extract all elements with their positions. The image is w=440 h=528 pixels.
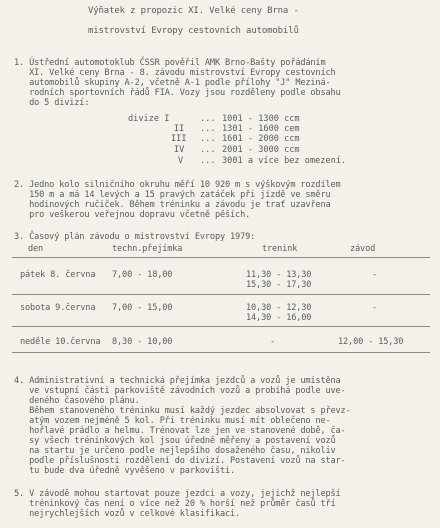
section-2-line: 2. Jedno kolo silničního okruhu měří 10 920 m s výškovým rozdílem xyxy=(14,180,341,190)
table-rule xyxy=(12,352,430,353)
section-1-line: XI. Velké ceny Brna - 8. závodu mistrovství Evropy cestovních xyxy=(14,68,336,78)
section-3-heading: 3. Časový plán závodu o mistrovství Evropy 1979: xyxy=(14,232,256,242)
title-line-1: Výňatek z propozic XI. Velké ceny Brna - xyxy=(88,6,299,16)
division-name: V xyxy=(178,156,184,166)
section-2-line: 150 m a má 14 levých a 15 pravých zatáček při jízdě ve směru xyxy=(14,190,331,200)
section-1-line: rodních sportovních řádů FIA. Vozy jsou rozděleny podle obsahu xyxy=(14,88,341,98)
division-name: IV xyxy=(174,145,185,155)
row-trenink: 11,30 - 13,30 xyxy=(246,270,312,280)
section-4-line: tu bude dva úředně vyvěšeno v parkovišti. xyxy=(14,466,236,476)
column-header-zavod: závod xyxy=(350,244,376,254)
row-day: sobota 9.června xyxy=(20,303,96,313)
section-4-line: hořlavé prádlo a helmu. Trénovat lze jen ve stanovené době, ča- xyxy=(14,426,346,436)
section-1-line: automobilů skupiny A-2, včetně A-1 podle přílohy "J" Meziná- xyxy=(14,78,331,88)
division-dots: ... xyxy=(200,145,216,155)
section-4-line: na startu je určeno podle nejlepšího dosaženého času, nikoliv xyxy=(14,446,336,456)
row-zavod: - xyxy=(372,270,378,280)
section-2-line: pro veškerou veřejnou dopravu včetně pěších. xyxy=(14,210,251,220)
row-trenink: 10,30 - 12,30 xyxy=(246,303,312,313)
section-5-line: tréninkový čas není o více než 20 % horší než průměr časů tří xyxy=(14,499,336,509)
column-header-prejimka: techn.přejímka xyxy=(112,244,183,254)
section-4-line: ve vstupní části parkoviště závodních vozů a probíhá podle uve- xyxy=(14,386,346,396)
section-4-line: 4. Administrativní a technická přejímka jezdců a vozů je umístěna xyxy=(14,376,341,386)
row-zavod: - xyxy=(372,303,378,313)
section-5-line: nejrychlejších vozů v celkové klasifikaci. xyxy=(14,509,241,519)
section-2-line: hodinových ručiček. Během tréninku a závodu je trať uzavřena xyxy=(14,200,331,210)
section-1-line: 1. Ústřední automotoklub ČSSR pověřil AMK Brno-Bašty pořádáním xyxy=(14,58,326,68)
title-line-2: mistrovství Evropy cestovních automobilů xyxy=(88,26,299,36)
division-range: 3001 a více bez omezení. xyxy=(222,156,347,166)
column-header-den: den xyxy=(28,244,44,254)
division-name: II xyxy=(174,124,185,134)
row-trenink: - xyxy=(270,337,276,347)
row-prejimka: 8,30 - 10,00 xyxy=(112,337,173,347)
section-5-line: 5. V závodě mohou startovat pouze jezdci a vozy, jejichž nejlepší xyxy=(14,489,341,499)
table-rule xyxy=(12,257,430,258)
row-prejimka: 7,00 - 18,00 xyxy=(112,270,173,280)
division-range: 1301 - 1600 cem xyxy=(222,124,300,134)
row-day: neděle 10.června xyxy=(20,337,101,347)
table-rule xyxy=(12,326,430,327)
section-4-line: deného časového plánu. xyxy=(14,396,140,406)
section-4-line: podle příslušnosti rozdělení do divizí. Postavení vozů na star- xyxy=(14,456,346,466)
division-range: 1001 - 1300 ccm xyxy=(222,114,300,124)
row-trenink: 14,30 - 16,00 xyxy=(246,313,312,323)
section-4-line: atým vozem nejméně 5 kol. Při tréninku musí mít oblečeno ne- xyxy=(14,416,331,426)
section-4-line: sy všech tréninkových kol jsou úředně měřeny a postavení vozů xyxy=(14,436,336,446)
row-prejimka: 7,00 - 15,00 xyxy=(112,303,173,313)
division-name: divize I xyxy=(128,114,170,124)
division-name: III xyxy=(171,134,187,144)
section-1-line: do 5 divizí: xyxy=(14,98,90,108)
table-rule xyxy=(12,294,430,295)
row-day: pátek 8. června xyxy=(20,270,96,280)
division-dots: ... xyxy=(200,134,216,144)
division-dots: ... xyxy=(200,124,216,134)
division-dots: ... xyxy=(200,114,216,124)
division-dots: ... xyxy=(200,156,216,166)
column-header-trenink: trenink xyxy=(262,244,298,254)
division-range: 1601 - 2000 ccm xyxy=(222,134,300,144)
section-4-line: Během stanoveného tréninku musí každý jezdec absolvovat s převz- xyxy=(14,406,351,416)
division-range: 2001 - 3000 ccm xyxy=(222,145,300,155)
row-trenink: 15,30 - 17,30 xyxy=(246,280,312,290)
row-zavod: 12,00 - 15,30 xyxy=(338,337,404,347)
